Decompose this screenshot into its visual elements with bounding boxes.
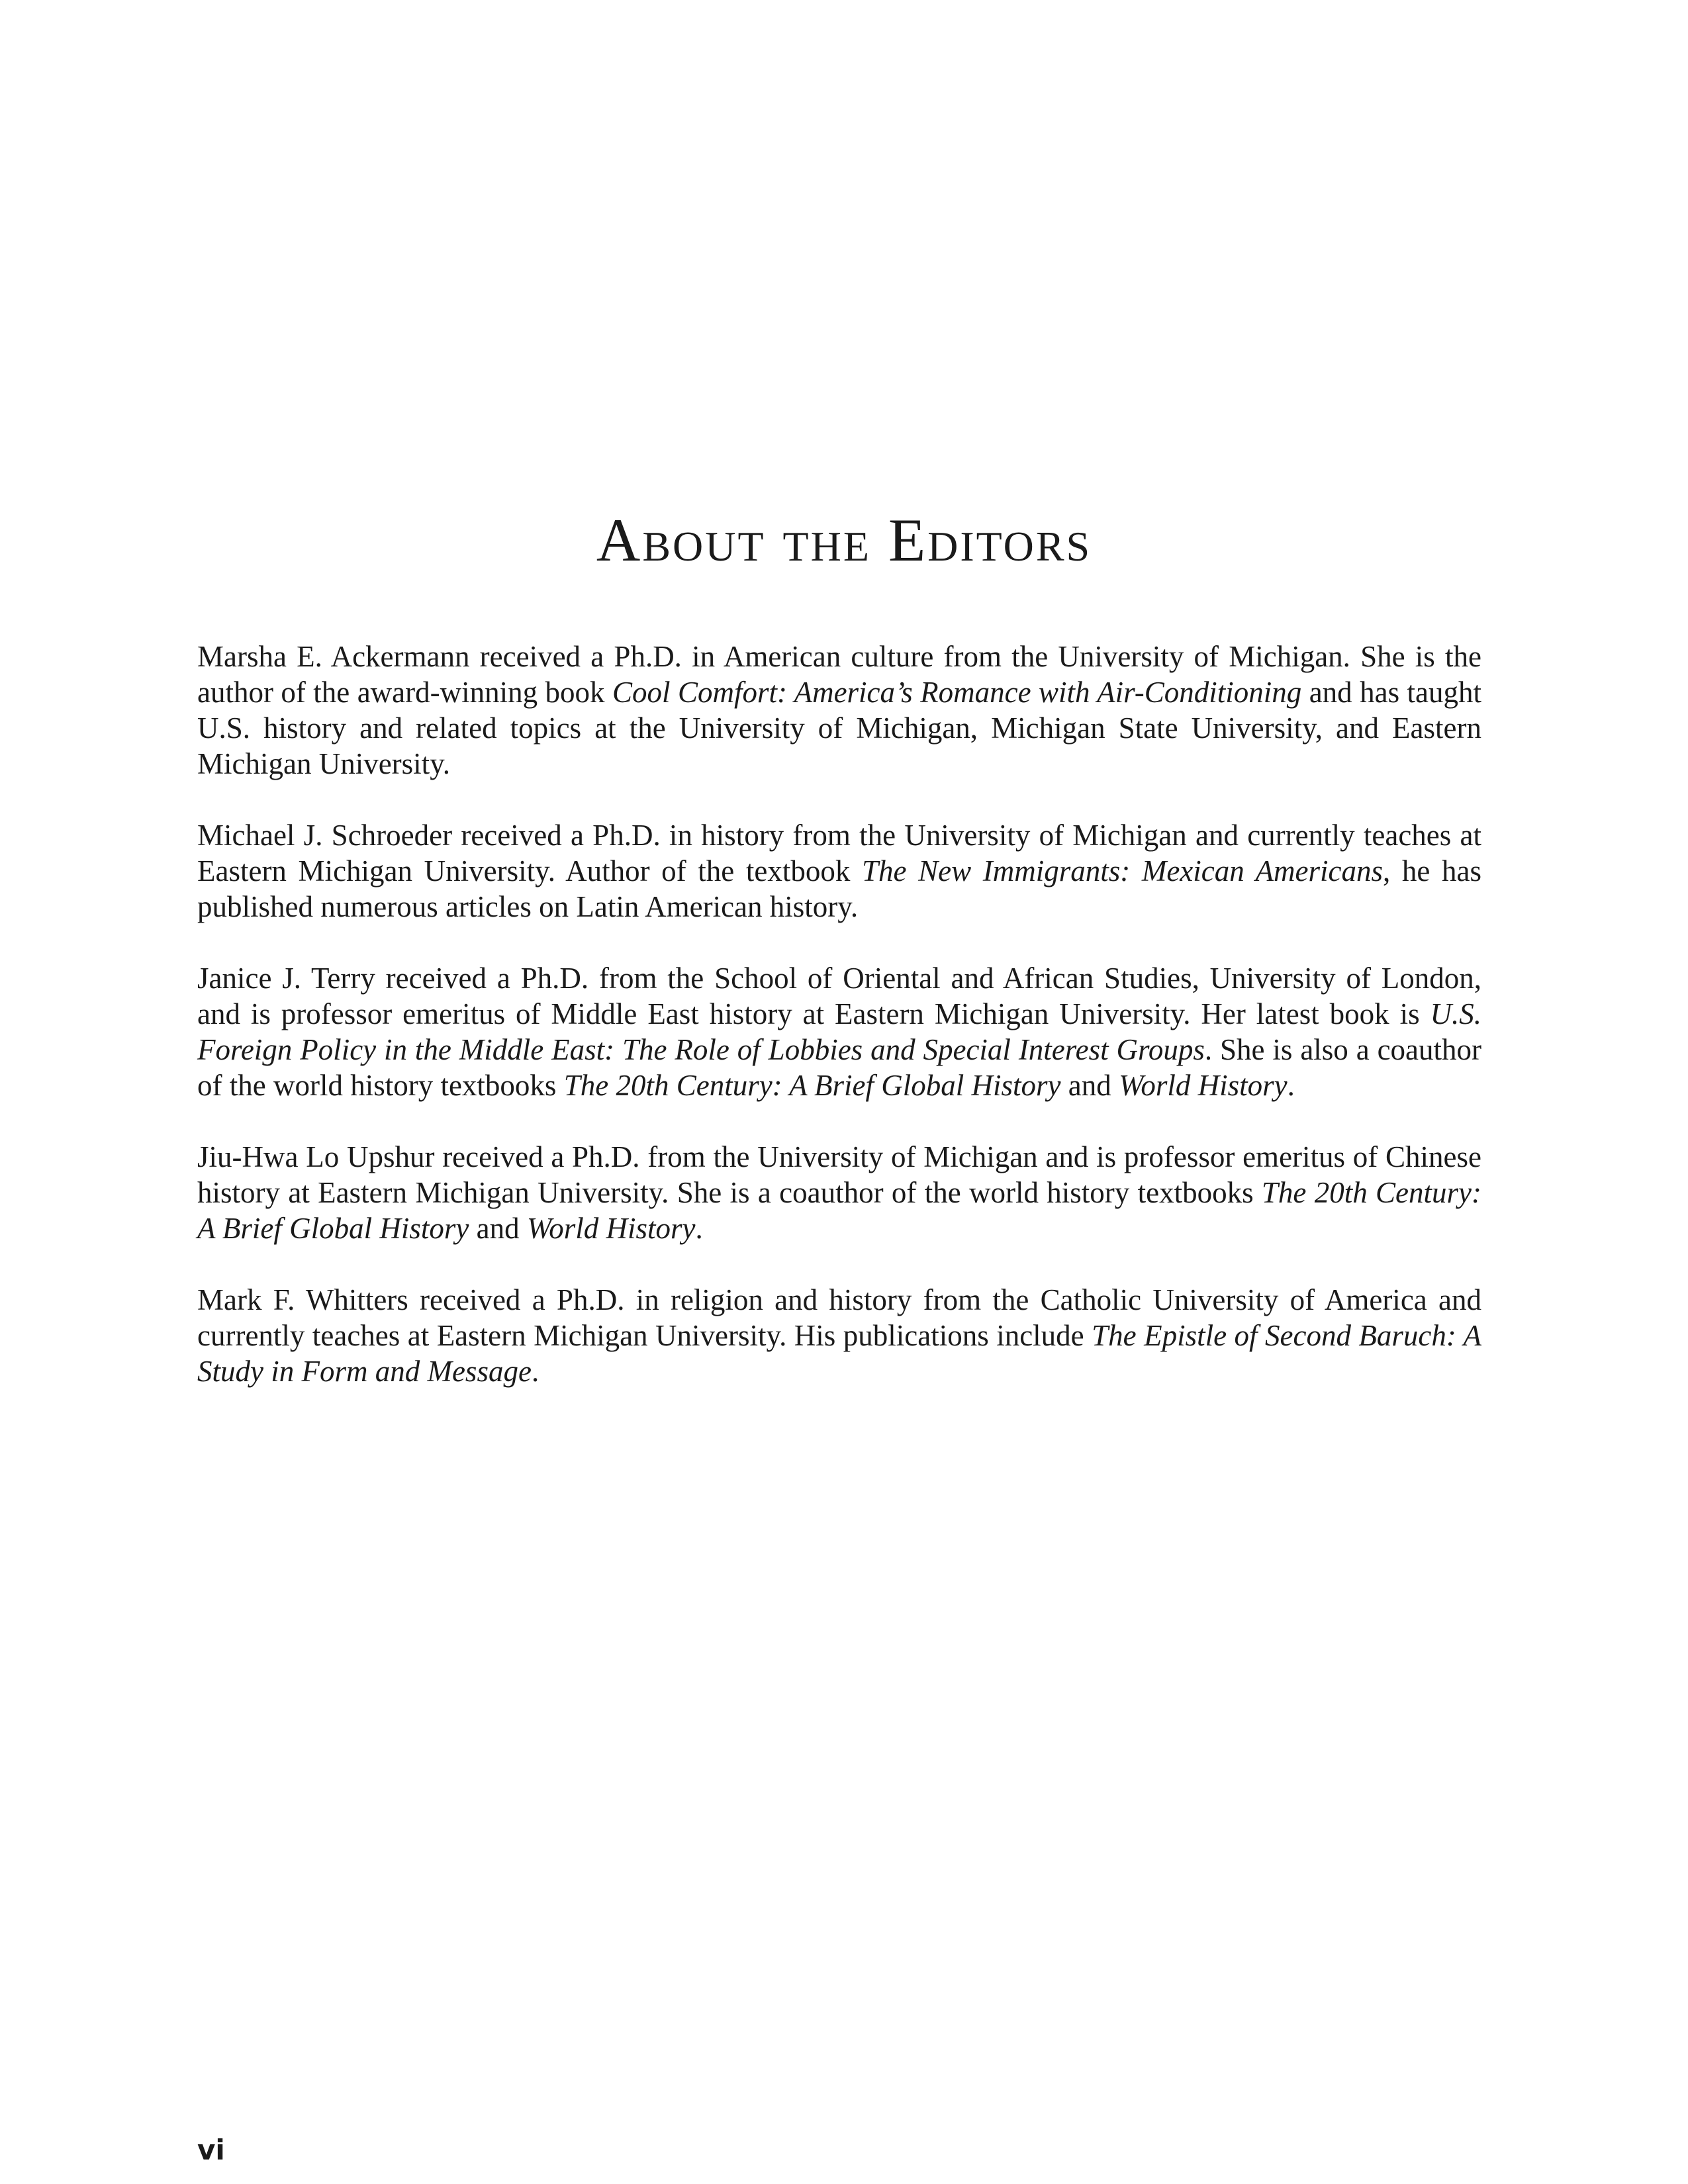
book-title: Cool Comfort: America’s Romance with Air-Conditioning xyxy=(612,676,1302,709)
book-title: World History xyxy=(526,1212,696,1245)
bio-text: Mark F. Whitters received a Ph.D. in religion and history from the Catholic University of America and currently teaches at Eastern Michigan University. His publications include xyxy=(197,1283,1481,1352)
editors-bios xyxy=(197,639,1481,1425)
page-title: About the Editors xyxy=(596,506,1092,574)
book-title: The 20th Century: A Brief Global History xyxy=(563,1069,1061,1102)
page-number: vi xyxy=(197,2134,225,2166)
bio-text: . xyxy=(1287,1069,1295,1102)
bio-paragraph xyxy=(197,1282,1481,1389)
bio-text: Michael J. Schroeder received a Ph.D. in history from the University of Michigan and currently teaches at Eastern Michigan University. Author of the textbook xyxy=(197,819,1481,887)
bio-text: Marsha E. Ackermann received a Ph.D. in American culture from the University of Michigan. She is the author of the award-winning book xyxy=(197,640,1481,709)
bio-text: and has taught U.S. history and related topics at the University of Michigan, Michigan State University, and Eastern Michigan University. xyxy=(197,676,1481,780)
bio-text: . xyxy=(695,1212,703,1245)
bio-paragraph xyxy=(197,639,1481,782)
bio-text: Janice J. Terry received a Ph.D. from the School of Oriental and African Studies, University of London, and is professor emeritus of Middle East history at Eastern Michigan University. Her latest book is xyxy=(197,962,1481,1030)
book-title: World History xyxy=(1119,1069,1288,1102)
bio-paragraph xyxy=(197,817,1481,925)
book-title: The Epistle of Second Baruch: A Study in Form and Message xyxy=(197,1319,1482,1388)
book-title: The New Immigrants: Mexican Americans xyxy=(861,854,1383,887)
bio-paragraph xyxy=(197,960,1481,1103)
bio-text: , he has published numerous articles on Latin American history. xyxy=(197,854,1481,923)
bio-text: Jiu-Hwa Lo Upshur received a Ph.D. from the University of Michigan and is professor emeritus of Chinese history at Eastern Michigan University. She is a coauthor of the world history textbooks xyxy=(197,1140,1481,1209)
bio-text: and xyxy=(469,1212,527,1245)
bio-text: and xyxy=(1060,1069,1119,1102)
book-title: The 20th Century: A Brief Global History xyxy=(197,1176,1481,1245)
bio-paragraph xyxy=(197,1139,1481,1246)
bio-text: . She is also a coauthor of the world history textbooks xyxy=(197,1033,1482,1102)
book-title: U.S. Foreign Policy in the Middle East: The Role of Lobbies and Special Interest Groups xyxy=(197,997,1481,1066)
bio-text: . xyxy=(531,1355,539,1388)
